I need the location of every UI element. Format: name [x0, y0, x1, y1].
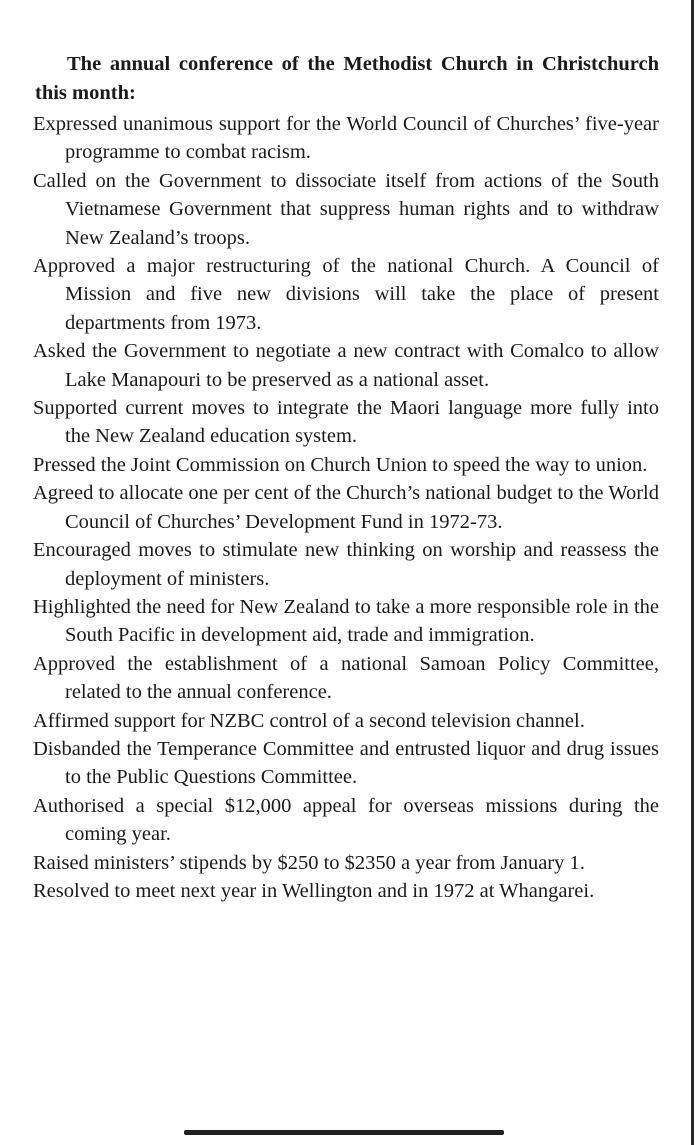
resolution-item-4: Asked the Government to negotiate a new contract with Comalco to allow Lake Manapouri to be preserved as a national asset.	[33, 340, 659, 391]
intro-paragraph	[35, 50, 659, 108]
resolution-item-5: Supported current moves to integrate the Maori language more fully into the New Zealand education system.	[33, 397, 659, 448]
resolution-item-12: Disbanded the Temperance Committee and entrusted liquor and drug issues to the Public Questions Committee.	[33, 737, 659, 789]
resolution-list	[33, 110, 659, 905]
end-rule	[184, 1130, 504, 1135]
resolution-item-1: Expressed unanimous support for the World Council of Churches’ five-year programme to combat racism.	[33, 113, 659, 164]
resolution-item-13: Authorised a special $12,000 appeal for overseas missions during the coming year.	[33, 794, 659, 846]
resolution-item-3: Approved a major restructuring of the national Church. A Council of Mission and five new divisions will take the place of present departments from 1973.	[33, 255, 659, 334]
resolution-item-9: Highlighted the need for New Zealand to take a more responsible role in the South Pacific in development aid, trade and immigration.	[33, 595, 659, 647]
resolution-item-6: Pressed the Joint Commission on Church Union to speed the way to union.	[33, 453, 648, 476]
column-rule	[691, 0, 694, 1145]
resolution-item-10: Approved the establishment of a national Samoan Policy Committee, related to the annual conference.	[33, 652, 659, 704]
resolution-item-8: Encouraged moves to stimulate new thinking on worship and reassess the deployment of ministers.	[33, 539, 659, 590]
intro-text: The annual conference of the Methodist Church in Christchurch this month:	[35, 52, 659, 104]
resolution-item-7: Agreed to allocate one per cent of the Church’s national budget to the World Council of Churches’ Development Fund in 1972-73.	[33, 482, 659, 533]
resolution-item-2: Called on the Government to dissociate itself from actions of the South Vietnamese Government that suppress human rights and to withdraw New Zealand’s troops.	[33, 169, 659, 249]
resolution-item-11: Affirmed support for NZBC control of a second television channel.	[33, 709, 585, 732]
resolution-item-15: Resolved to meet next year in Wellington and in 1972 at Whangarei.	[33, 879, 595, 902]
resolution-item-14: Raised ministers’ stipends by $250 to $2350 a year from January 1.	[33, 851, 585, 874]
